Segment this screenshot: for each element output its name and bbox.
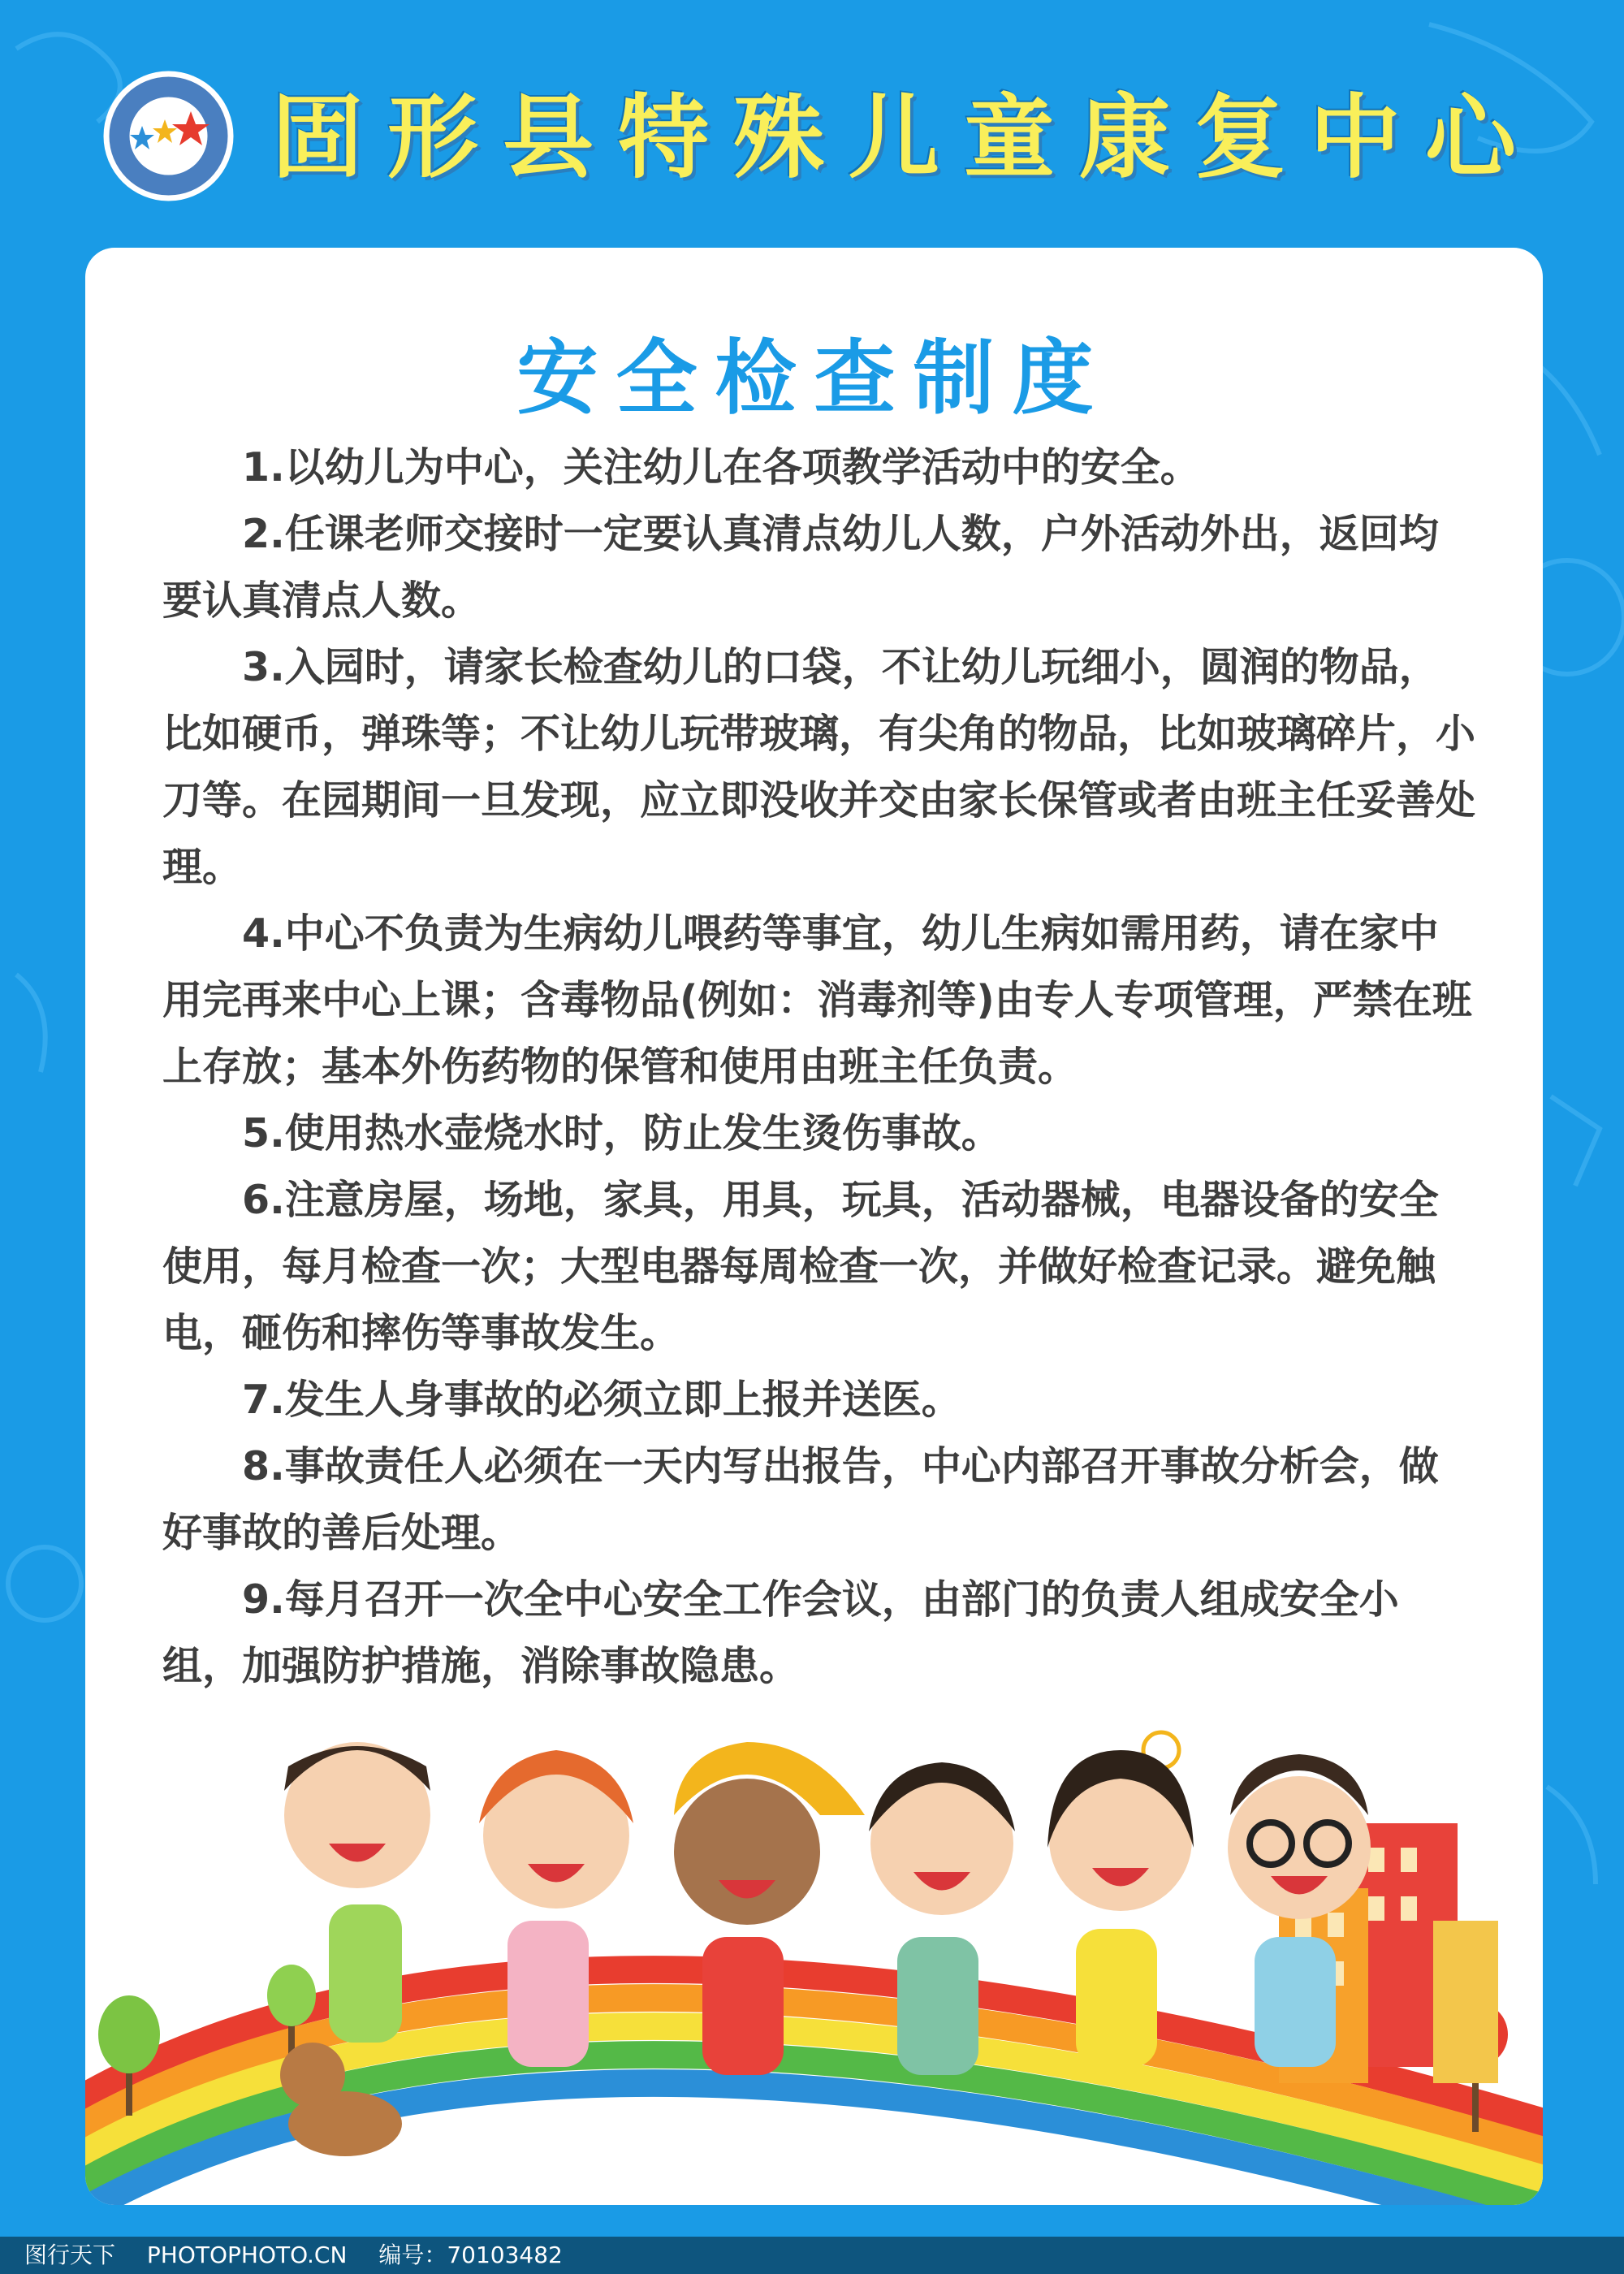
rules-list [162, 434, 1478, 1700]
rule-item: 5.使用热水壶烧水时，防止发生烫伤事故。 [242, 1110, 1001, 1156]
watermark-site: 图行天下 [24, 2242, 116, 2268]
document-title: 安全检查制度 [516, 331, 1112, 426]
center-logo [102, 69, 235, 203]
watermark-bar [0, 2237, 1624, 2274]
watermark-id: 编号：70103482 [378, 2242, 563, 2268]
rule-item: 1.以幼儿为中心，关注幼儿在各项教学活动中的安全。 [242, 444, 1200, 491]
watermark-url: PHOTOPHOTO.CN [146, 2242, 348, 2268]
rule-item: 8.事故责任人必须在一天内写出报告，中心内部召开事故分析会，做好事故的善后处理。 [162, 1443, 1439, 1556]
rule-item: 3.入园时，请家长检查幼儿的口袋，不让幼儿玩细小，圆润的物品，比如硬币，弹珠等；不让幼儿玩带玻璃，有尖角的物品，比如玻璃碎片，小刀等。在园期间一旦发现，应立即没收并交由家长保管或者由班主任妥善处理。 [162, 644, 1476, 890]
content-panel [85, 248, 1543, 2205]
org-name: 固形县特殊儿童康复中心 [272, 84, 1540, 191]
rule-item: 9.每月召开一次全中心安全工作会议，由部门的负责人组成安全小组，加强防护措施，消除事故隐患。 [162, 1576, 1399, 1689]
children-illustration [85, 1693, 1543, 2205]
header [0, 0, 1624, 244]
rule-item: 6.注意房屋，场地，家具，用具，玩具，活动器械，电器设备的安全使用，每月检查一次；大型电器每周检查一次，并做好检查记录。避免触电，砸伤和摔伤等事故发生。 [162, 1177, 1439, 1356]
rule-item: 4.中心不负责为生病幼儿喂药等事宜，幼儿生病如需用药，请在家中用完再来中心上课；含毒物品(例如：消毒剂等)由专人专项管理，严禁在班上存放；基本外伤药物的保管和使用由班主任负责。 [162, 910, 1472, 1090]
rule-item: 2.任课老师交接时一定要认真清点幼儿人数，户外活动外出，返回均要认真清点人数。 [162, 511, 1439, 624]
rule-item: 7.发生人身事故的必须立即上报并送医。 [242, 1377, 961, 1423]
